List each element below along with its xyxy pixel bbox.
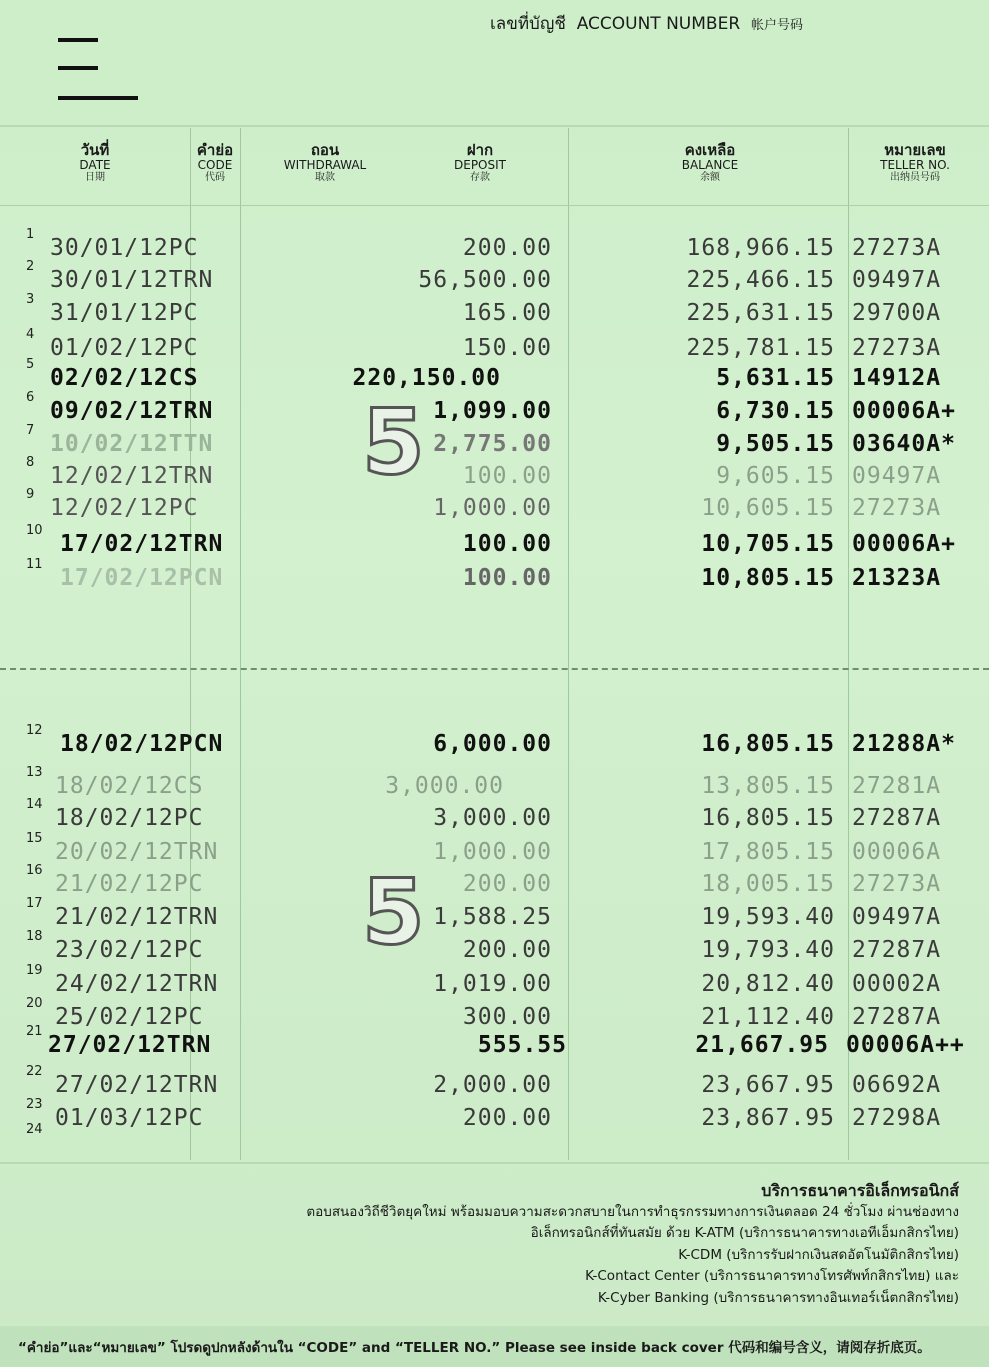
row-date-code: 02/02/12CS xyxy=(50,365,199,391)
row-date-code: 09/02/12TRN xyxy=(50,398,214,424)
row-date-code: 12/02/12PC xyxy=(50,495,199,521)
row-teller: 27281A xyxy=(852,773,942,799)
row-teller: 21323A xyxy=(852,565,942,591)
row-number: 12 xyxy=(26,723,43,738)
row-teller: 27273A xyxy=(852,335,942,361)
row-teller: 27287A xyxy=(852,1004,942,1030)
row-number: 8 xyxy=(26,455,35,470)
row-teller: 09497A xyxy=(852,267,942,293)
row-date-code: 21/02/12TRN xyxy=(55,904,219,930)
row-number: 3 xyxy=(26,292,35,307)
row-date-code: 10/02/12TTN xyxy=(50,431,214,457)
row-teller: 27273A xyxy=(852,235,942,261)
row-deposit: 100.00 xyxy=(462,463,552,489)
table-row xyxy=(0,390,989,432)
row-teller: 09497A xyxy=(852,904,942,930)
row-number: 20 xyxy=(26,996,43,1011)
row-balance: 10,705.15 xyxy=(701,531,835,557)
account-number-label: เลขที่บัญชี ACCOUNT NUMBER 帐户号码 xyxy=(490,14,803,34)
page-number-stamp: 5 xyxy=(362,390,425,495)
row-number: 2 xyxy=(26,259,35,274)
table-row xyxy=(0,259,989,301)
row-balance: 5,631.15 xyxy=(716,365,835,391)
table-row xyxy=(0,896,989,938)
column-header-withdrawal: ถอน WITHDRAWAL 取款 xyxy=(283,141,367,183)
row-teller: 27273A xyxy=(852,495,942,521)
row-date-code: 23/02/12PC xyxy=(55,937,204,963)
row-deposit: 200.00 xyxy=(462,1105,552,1131)
column-header-teller: หมายเลข TELLER NO. 出纳员号码 xyxy=(880,141,950,183)
row-number: 10 xyxy=(26,523,43,538)
row-deposit: 6,000.00 xyxy=(433,731,552,757)
footer-title: บริการธนาคารอิเล็กทรอนิกส์ xyxy=(761,1181,959,1200)
row-date-code: 27/02/12TRN xyxy=(55,1072,219,1098)
row-date-code: 30/01/12PC xyxy=(50,235,199,261)
row-deposit: 300.00 xyxy=(462,1004,552,1030)
table-row xyxy=(0,357,989,399)
row-date-code: 18/02/12PCN xyxy=(60,731,224,757)
row-number: 15 xyxy=(26,831,43,846)
row-deposit: 150.00 xyxy=(462,335,552,361)
row-number: 9 xyxy=(26,487,35,502)
row-deposit: 1,588.25 xyxy=(433,904,552,930)
row-balance: 6,730.15 xyxy=(716,398,835,424)
row-deposit: 1,019.00 xyxy=(433,971,552,997)
row-number: 13 xyxy=(26,765,43,780)
row-balance: 17,805.15 xyxy=(701,839,835,865)
row-teller: 29700A xyxy=(852,300,942,326)
table-row xyxy=(0,929,989,971)
row-balance: 225,466.15 xyxy=(686,267,835,293)
table-row xyxy=(0,963,989,1005)
row-number: 21 xyxy=(26,1024,43,1039)
row-teller: 00006A+ xyxy=(852,398,956,424)
row-balance: 9,505.15 xyxy=(716,431,835,457)
row-deposit: 1,000.00 xyxy=(433,839,552,865)
page-marker-line xyxy=(58,96,138,100)
table-row xyxy=(0,723,989,765)
table-row xyxy=(0,292,989,334)
row-number: 14 xyxy=(26,797,43,812)
row-teller: 09497A xyxy=(852,463,942,489)
row-balance: 18,005.15 xyxy=(701,871,835,897)
page-fold-line xyxy=(0,668,989,670)
table-row xyxy=(0,227,989,269)
header-divider xyxy=(0,205,989,206)
row-date-code: 18/02/12PC xyxy=(55,805,204,831)
row-date-code: 30/01/12TRN xyxy=(50,267,214,293)
table-row xyxy=(0,1064,989,1106)
row-deposit: 555.55 xyxy=(477,1032,567,1058)
row-deposit: 200.00 xyxy=(462,871,552,897)
row-number: 7 xyxy=(26,423,35,438)
row-balance: 21,112.40 xyxy=(701,1004,835,1030)
column-header-code: คำย่อ CODE 代码 xyxy=(196,141,234,183)
row-balance: 20,812.40 xyxy=(701,971,835,997)
row-balance: 10,805.15 xyxy=(701,565,835,591)
row-deposit: 1,099.00 xyxy=(433,398,552,424)
row-teller: 00006A+ xyxy=(852,531,956,557)
row-teller: 27287A xyxy=(852,937,942,963)
row-number: 11 xyxy=(26,557,43,572)
table-row xyxy=(0,765,989,807)
table-row xyxy=(0,487,989,529)
row-number: 23 xyxy=(26,1097,43,1112)
footer-line: อิเล็กทรอนิกส์ที่ทันสมัย ด้วย K-ATM (บริการธนาคารทางเอทีเอ็มกสิกรไทย) xyxy=(530,1225,959,1241)
row-date-code: 01/03/12PC xyxy=(55,1105,204,1131)
table-row xyxy=(0,523,989,565)
row-number: 22 xyxy=(26,1064,43,1079)
table-row xyxy=(0,831,989,873)
row-number: 17 xyxy=(26,896,43,911)
row-deposit: 2,000.00 xyxy=(433,1072,552,1098)
row-date-code: 21/02/12PC xyxy=(55,871,204,897)
row-balance: 19,593.40 xyxy=(701,904,835,930)
row-balance: 23,667.95 xyxy=(701,1072,835,1098)
row-number: 6 xyxy=(26,390,35,405)
page-marker-line xyxy=(58,38,98,42)
footer-line: K-Contact Center (บริการธนาคารทางโทรศัพท์กสิกรไทย) และ xyxy=(585,1268,959,1284)
column-header-date: วันที่ DATE 日期 xyxy=(79,141,111,183)
row-teller: 27287A xyxy=(852,805,942,831)
row-deposit: 200.00 xyxy=(462,235,552,261)
row-date-code: 01/02/12PC xyxy=(50,335,199,361)
row-deposit: 2,775.00 xyxy=(433,431,552,457)
bottom-note: “คำย่อ”และ“หมายเลข” โปรดดูปกหลังด้านใน “CODE” and “TELLER NO.” Please see inside back cover 代码和编号含义，请阅存折底页。 xyxy=(18,1340,931,1356)
row-balance: 225,781.15 xyxy=(686,335,835,361)
table-row xyxy=(0,1024,989,1066)
column-header-deposit: ฝาก DEPOSIT 存款 xyxy=(454,141,506,183)
row-deposit: 56,500.00 xyxy=(418,267,552,293)
row-number: 18 xyxy=(26,929,43,944)
row-date-code: 31/01/12PC xyxy=(50,300,199,326)
page-number-stamp: 5 xyxy=(362,860,425,965)
row-balance: 13,805.15 xyxy=(701,773,835,799)
row-date-code: 17/02/12PCN xyxy=(60,565,224,591)
row-teller: 03640A* xyxy=(852,431,956,457)
row-teller: 06692A xyxy=(852,1072,942,1098)
row-date-code: 17/02/12TRN xyxy=(60,531,224,557)
row-teller: 00006A xyxy=(852,839,942,865)
table-row xyxy=(0,423,989,465)
row-number: 1 xyxy=(26,227,35,242)
row-withdrawal: 3,000.00 xyxy=(385,773,504,799)
row-balance: 16,805.15 xyxy=(701,805,835,831)
row-date-code: 25/02/12PC xyxy=(55,1004,204,1030)
footer-line: K-CDM (บริการรับฝากเงินสดอัตโนมัติกสิกรไทย) xyxy=(678,1246,959,1263)
row-deposit: 3,000.00 xyxy=(433,805,552,831)
electronic-banking-info xyxy=(306,1180,959,1309)
table-row xyxy=(0,327,989,369)
table-row xyxy=(0,455,989,497)
row-teller: 00006A++ xyxy=(846,1032,965,1058)
row-number: 24 xyxy=(26,1122,43,1137)
row-date-code: 20/02/12TRN xyxy=(55,839,219,865)
row-date-code: 12/02/12TRN xyxy=(50,463,214,489)
row-teller: 00002A xyxy=(852,971,942,997)
row-number: 5 xyxy=(26,357,35,372)
table-row xyxy=(0,797,989,839)
row-teller: 21288A* xyxy=(852,731,956,757)
row-balance: 19,793.40 xyxy=(701,937,835,963)
row-number: 4 xyxy=(26,327,35,342)
row-deposit: 100.00 xyxy=(462,531,552,557)
row-date-code: 18/02/12CS xyxy=(55,773,204,799)
table-row xyxy=(0,1122,989,1164)
row-number: 16 xyxy=(26,863,43,878)
row-deposit: 100.00 xyxy=(462,565,552,591)
table-row xyxy=(0,863,989,905)
row-date-code: 27/02/12TRN xyxy=(48,1032,212,1058)
footer-line: ตอบสนองวิถีชีวิตยุคใหม่ พร้อมมอบความสะดวกสบายในการทำธุรกรรมทางการเงินตลอด 24 ชั่วโมง ผ่านช่องทาง xyxy=(306,1203,959,1220)
page-marker-line xyxy=(58,66,98,70)
table-row xyxy=(0,557,989,599)
row-balance: 10,605.15 xyxy=(701,495,835,521)
row-number: 19 xyxy=(26,963,43,978)
column-header-balance: คงเหลือ BALANCE 余额 xyxy=(681,141,739,183)
row-balance: 23,867.95 xyxy=(701,1105,835,1131)
row-date-code: 24/02/12TRN xyxy=(55,971,219,997)
row-withdrawal: 220,150.00 xyxy=(352,365,501,391)
row-balance: 16,805.15 xyxy=(701,731,835,757)
row-balance: 225,631.15 xyxy=(686,300,835,326)
row-teller: 14912A xyxy=(852,365,942,391)
row-deposit: 165.00 xyxy=(462,300,552,326)
row-deposit: 200.00 xyxy=(462,937,552,963)
row-balance: 9,605.15 xyxy=(716,463,835,489)
row-deposit: 1,000.00 xyxy=(433,495,552,521)
row-balance: 168,966.15 xyxy=(686,235,835,261)
row-balance: 21,667.95 xyxy=(695,1032,829,1058)
row-teller: 27273A xyxy=(852,871,942,897)
footer-line: K-Cyber Banking (บริการธนาคารทางอินเทอร์เน็ตกสิกรไทย) xyxy=(597,1289,959,1306)
row-teller: 27298A xyxy=(852,1105,942,1131)
